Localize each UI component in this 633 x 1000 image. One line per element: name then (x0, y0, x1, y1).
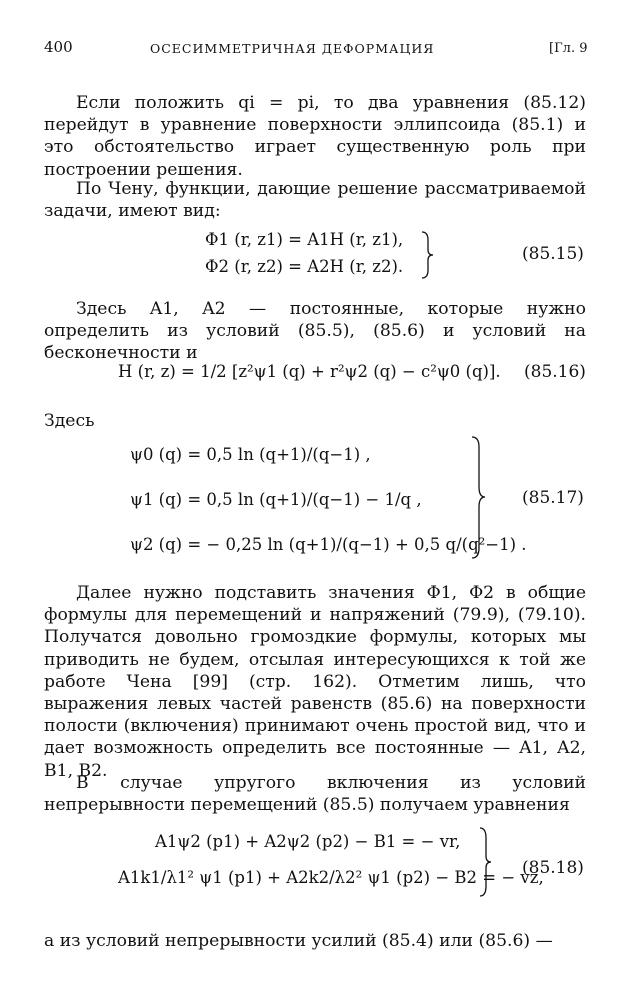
paragraph-4: Здесь (44, 411, 95, 431)
paragraph-2: По Чену, функции, дающие решение рассматриваемой задачи, имеют вид: (44, 179, 586, 222)
eq-85-17-number: (85.17) (522, 488, 584, 508)
eq-85-17-line-2: ψ1 (q) = 0,5 ln (q+1)/(q−1) − 1/q , (130, 490, 422, 509)
eq-85-18-line-2: A1k1/λ1² ψ1 (p1) + A2k2/λ2² ψ1 (p2) − B2 = − vz, (118, 868, 544, 887)
eq-85-15-line-2: Φ2 (r, z2) = A2H (r, z2). (205, 257, 404, 276)
paragraph-1: Если положить qi = pi, то два уравнения (85.12) перейдут в уравнение поверхности эллипсоида (85.1) и это обстоятельство играет существенную роль при построении решения. (44, 93, 586, 180)
eq-85-16-number: (85.16) (524, 362, 586, 382)
eq-85-18-number: (85.18) (522, 858, 584, 878)
paragraph-6: В случае упругого включения из условий непрерывности перемещений (85.5) получаем уравнения (44, 773, 586, 816)
eq-85-17-line-1: ψ0 (q) = 0,5 ln (q+1)/(q−1) , (130, 445, 371, 464)
chapter-marker: [Гл. 9 (549, 41, 588, 56)
eq-85-16: H (r, z) = 1/2 [z²ψ1 (q) + r²ψ2 (q) − c²ψ0 (q)]. (118, 362, 501, 381)
eq-85-15-line-1: Φ1 (r, z1) = A1H (r, z1), (205, 230, 404, 249)
eq-85-17-line-3: ψ2 (q) = − 0,25 ln (q+1)/(q−1) + 0,5 q/(q²−1) . (130, 535, 527, 554)
brace-85-17 (470, 435, 486, 560)
eq-85-15-number: (85.15) (522, 244, 584, 264)
brace-85-18 (478, 826, 492, 898)
paragraph-5: Далее нужно подставить значения Φ1, Φ2 в общие формулы для перемещений и напряжений (79.9), (79.10). Получатся довольно громоздкие формулы, которых мы приводить не будем, отсылая интересующихся к той же работе Чена [99] (стр. 162). Отметим лишь, что выражения левых частей равенств (85.6) на поверхности полости (включения) принимают очень простой вид, что и дает возможность определить все постоянные — A1, A2, B1, B2. (44, 583, 586, 781)
page-number: 400 (44, 38, 73, 56)
brace-85-15 (420, 230, 434, 280)
running-title: ОСЕСИММЕТРИЧНАЯ ДЕФОРМАЦИЯ (150, 41, 435, 56)
eq-85-18-line-1: A1ψ2 (p1) + A2ψ2 (p2) − B1 = − vr, (155, 832, 461, 851)
paragraph-3: Здесь A1, A2 — постоянные, которые нужно определить из условий (85.5), (85.6) и условий на бесконечности и (44, 299, 586, 364)
paragraph-7: а из условий непрерывности усилий (85.4) или (85.6) — (44, 931, 553, 951)
